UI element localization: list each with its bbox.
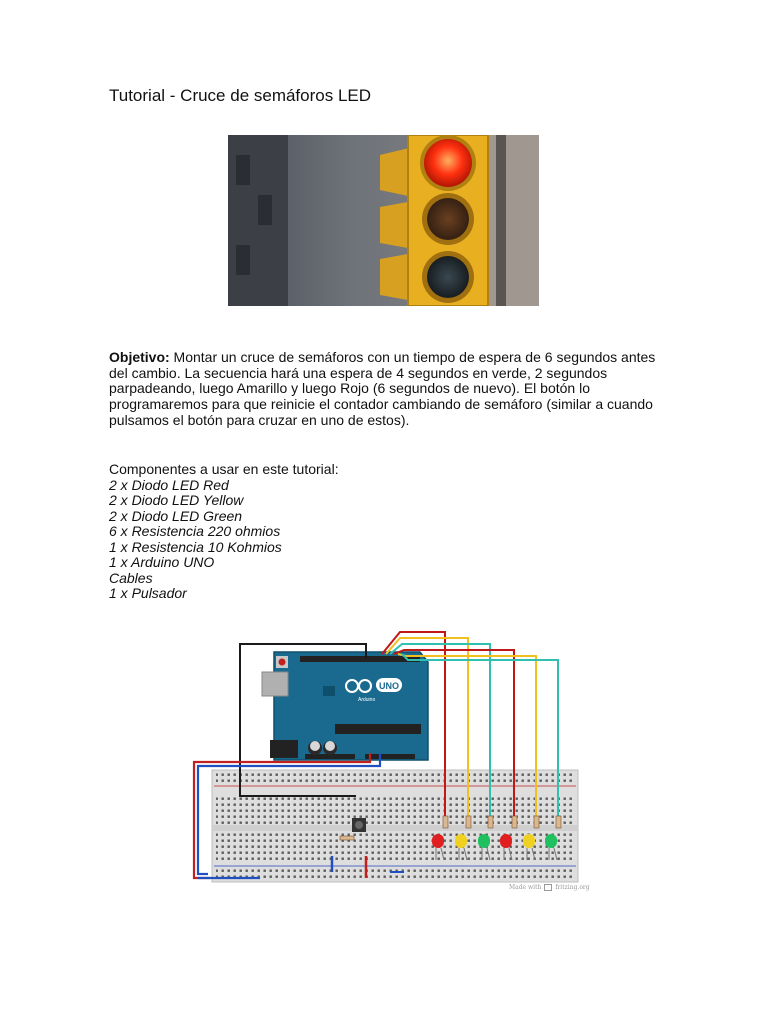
objective-text: Montar un cruce de semáforos con un tiempo de espera de 6 segundos antes del cambio. La secuencia hará una espera de 4 segundos en verde, 2 segundos parpadeando, luego Amarillo y luego Rojo (6 segundos de nuevo). El botón lo programaremos para que reinicie el contador cambiando de semáforo (similar a cuando pulsamos el botón para cruzar en uno de estos). — [109, 349, 656, 428]
credit-suffix: fritzing.org — [555, 884, 590, 891]
objective-label: Objetivo: — [109, 349, 170, 365]
component-item: 6 x Resistencia 220 ohmios — [109, 523, 281, 539]
credit-prefix: Made with — [509, 884, 542, 891]
arduino-uno-board — [262, 652, 428, 760]
board-label: UNO — [379, 681, 399, 691]
breadboard — [212, 770, 578, 882]
component-item: 2 x Diodo LED Red — [109, 476, 229, 493]
page-title: Tutorial - Cruce de semáforos LED — [109, 86, 372, 105]
component-item: 1 x Pulsador — [109, 585, 187, 601]
components-list — [109, 478, 529, 602]
fritzing-credit — [509, 884, 590, 891]
component-item: 2 x Diodo LED Yellow — [109, 492, 244, 508]
circuit-diagram — [190, 628, 582, 896]
component-item: 1 x Resistencia 10 Kohmios — [109, 538, 282, 555]
component-item: 1 x Arduino UNO — [109, 554, 215, 570]
component-item: 2 x Diodo LED Green — [109, 507, 243, 524]
board-brand: Arduino — [358, 697, 376, 703]
component-item: Cables — [109, 569, 153, 586]
objective-paragraph — [109, 350, 669, 429]
components-intro: Componentes a usar en este tutorial: — [109, 461, 339, 477]
traffic-light-photo — [228, 135, 539, 306]
resistor-10k — [340, 836, 354, 840]
components-section — [109, 462, 529, 602]
fritzing-logo-icon — [544, 884, 552, 891]
